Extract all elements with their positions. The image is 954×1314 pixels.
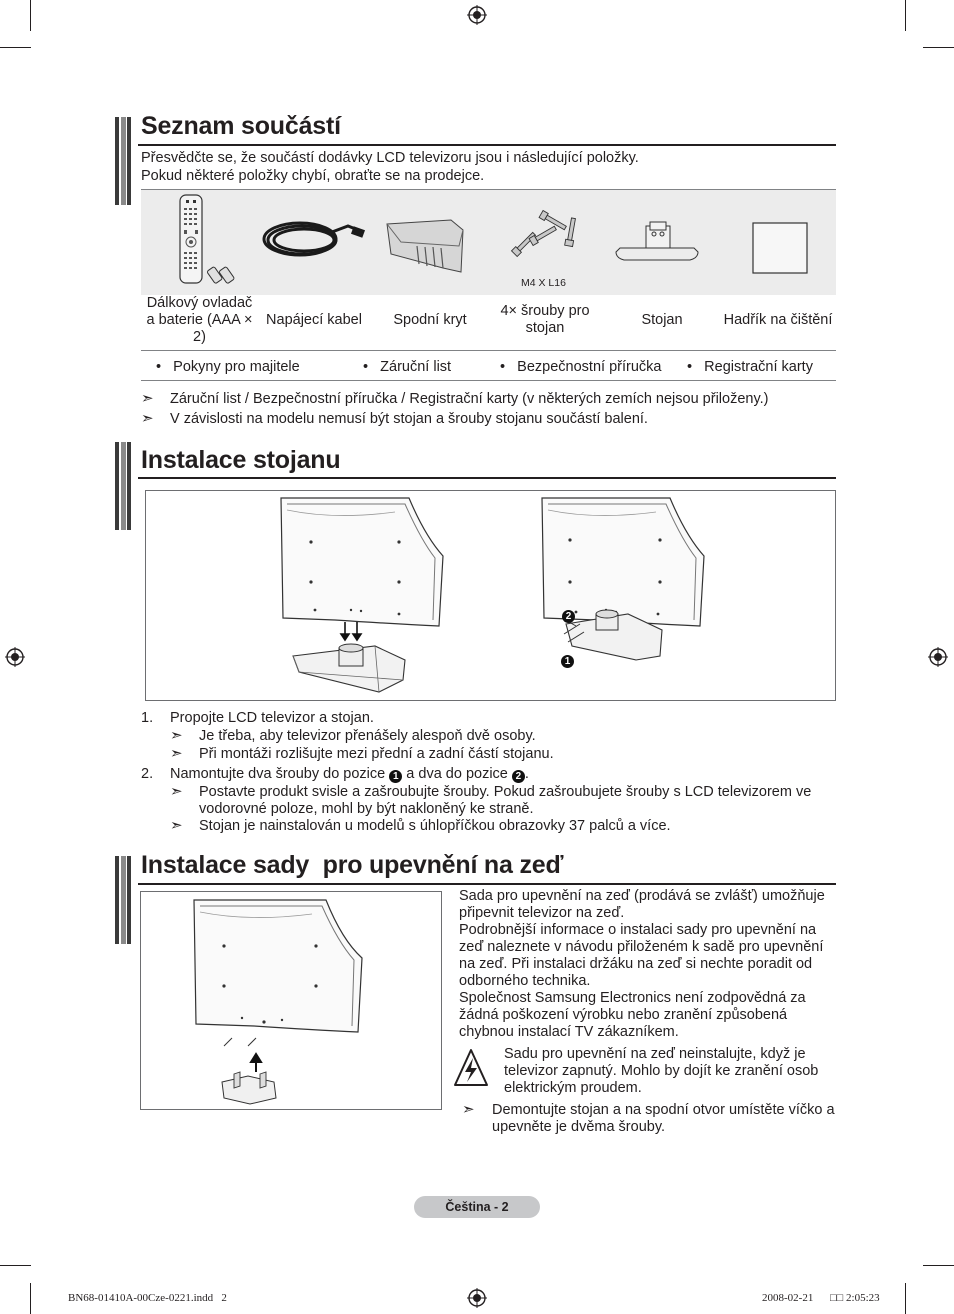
section-rule	[138, 477, 836, 479]
print-date: 2008-02-21	[762, 1292, 814, 1304]
component-label: Dálkový ovladač a baterie (AAA × 2)	[146, 295, 253, 345]
tv-back-illustration	[275, 496, 445, 696]
section-title-components: Seznam součástí	[141, 112, 341, 140]
note-text: Záruční list / Bezpečnostní příručka / Registrační karty (v některých zemích nejsou přiloženy.)	[170, 391, 769, 407]
section-marker	[115, 117, 131, 205]
step-number: 2.	[141, 766, 154, 782]
intro-line: Přesvědčte se, že součástí dodávky LCD televizoru jsou i následující položky.	[141, 150, 639, 166]
step-text: Namontujte dva šrouby do pozice 1 a dva do pozice 2 .	[170, 766, 529, 782]
component-label: Stojan	[641, 312, 683, 328]
document-item: • Pokyny pro majitele	[156, 359, 300, 375]
section-title-stand: Instalace stojanu	[141, 446, 341, 474]
section-title-wall-mount: Instalace sady pro upevnění na zeď	[141, 851, 564, 879]
electric-shock-warning-icon	[453, 1048, 489, 1088]
position-mark-2: 2	[512, 770, 525, 783]
components-image-panel	[141, 190, 836, 295]
note-text: Stojan je nainstalován u modelů s úhlopříčkou obrazovky 37 palců a více.	[199, 818, 671, 834]
component-label: Spodní kryt	[393, 312, 467, 328]
tv-back-illustration	[536, 496, 706, 696]
stand-icon	[612, 220, 702, 264]
component-label: 4× šrouby pro stojan	[500, 303, 590, 336]
component-label: Napájecí kabel	[266, 312, 362, 328]
section-marker	[115, 856, 131, 944]
note-arrow-icon: ➣	[462, 1101, 475, 1118]
note-text: Postavte produkt svisle a zašroubujte šrouby. Pokud zašroubujete šrouby s LCD televizorem ve vodorovné poloze, mohl by být nakloněný ke straně.	[199, 784, 812, 817]
note-arrow-icon: ➣	[170, 745, 183, 762]
registration-mark-icon	[5, 647, 25, 667]
step-text: Propojte LCD televizor a stojan.	[170, 710, 374, 726]
section-rule	[138, 883, 836, 885]
print-file-slug: BN68-01410A-00Cze-0221.indd 2	[68, 1292, 227, 1304]
wall-mount-paragraph: Podrobnější informace o instalaci sady pro upevnění na zeď naleznete v návodu přiloženém k sadě pro upevnění na zeď. Při instalaci držáku na zeď si nechte poradit od odborného technika.	[459, 922, 824, 989]
document-item: • Bezpečnostní příručka	[500, 359, 662, 375]
warning-text: Sadu pro upevnění na zeď neinstalujte, když je televizor zapnutý. Mohlo by dojít ke zranění osob elektrickým proudem.	[504, 1046, 819, 1096]
page-number-badge: Čeština - 2	[414, 1196, 540, 1218]
wall-mount-paragraph: Společnost Samsung Electronics není zodpovědná za žádná poškození výrobku nebo zranění způsobená chybnou instalací TV zákazníkem.	[459, 990, 806, 1040]
note-arrow-icon: ➣	[141, 390, 154, 407]
document-item: • Záruční list	[363, 359, 452, 375]
position-mark-1: 1	[389, 770, 402, 783]
power-cable-icon	[262, 218, 366, 262]
intro-line: Pokud některé položky chybí, obraťte se na prodejce.	[141, 168, 485, 184]
note-arrow-icon: ➣	[141, 410, 154, 427]
note-text: Při montáži rozlišujte mezi přední a zadní částí stojanu.	[199, 746, 554, 762]
screws-icon	[508, 208, 582, 268]
note-text: Je třeba, aby televizor přenášely alespoň dvě osoby.	[199, 728, 536, 744]
document-item: • Registrační karty	[687, 359, 813, 375]
note-text: Demontujte stojan a na spodní otvor umístěte víčko a upevněte je dvěma šrouby.	[492, 1102, 835, 1135]
remote-control-icon	[176, 194, 238, 286]
position-mark-1: 1	[561, 655, 574, 668]
note-text: V závislosti na modelu nemusí být stojan a šrouby stojanu součástí balení.	[170, 411, 648, 427]
registration-mark-icon	[467, 1288, 487, 1308]
cleaning-cloth-icon	[750, 220, 810, 276]
registration-mark-icon	[928, 647, 948, 667]
section-rule	[138, 144, 836, 146]
wall-mount-paragraph: Sada pro upevnění na zeď (prodává se zvlášť) umožňuje připevnit televizor na zeď.	[459, 888, 825, 921]
note-arrow-icon: ➣	[170, 817, 183, 834]
note-arrow-icon: ➣	[170, 783, 183, 800]
print-time: □□ 2:05:23	[830, 1292, 880, 1304]
stand-installation-figure	[145, 490, 836, 701]
step-number: 1.	[141, 710, 154, 726]
registration-mark-icon	[467, 5, 487, 25]
bottom-cover-icon	[381, 216, 467, 276]
screw-spec-label: M4 X L16	[521, 277, 566, 289]
note-arrow-icon: ➣	[170, 727, 183, 744]
section-marker	[115, 442, 131, 530]
tv-wall-mount-illustration	[190, 896, 366, 1106]
component-label: Hadřík na čištění	[723, 312, 833, 328]
position-mark-2: 2	[562, 610, 575, 623]
